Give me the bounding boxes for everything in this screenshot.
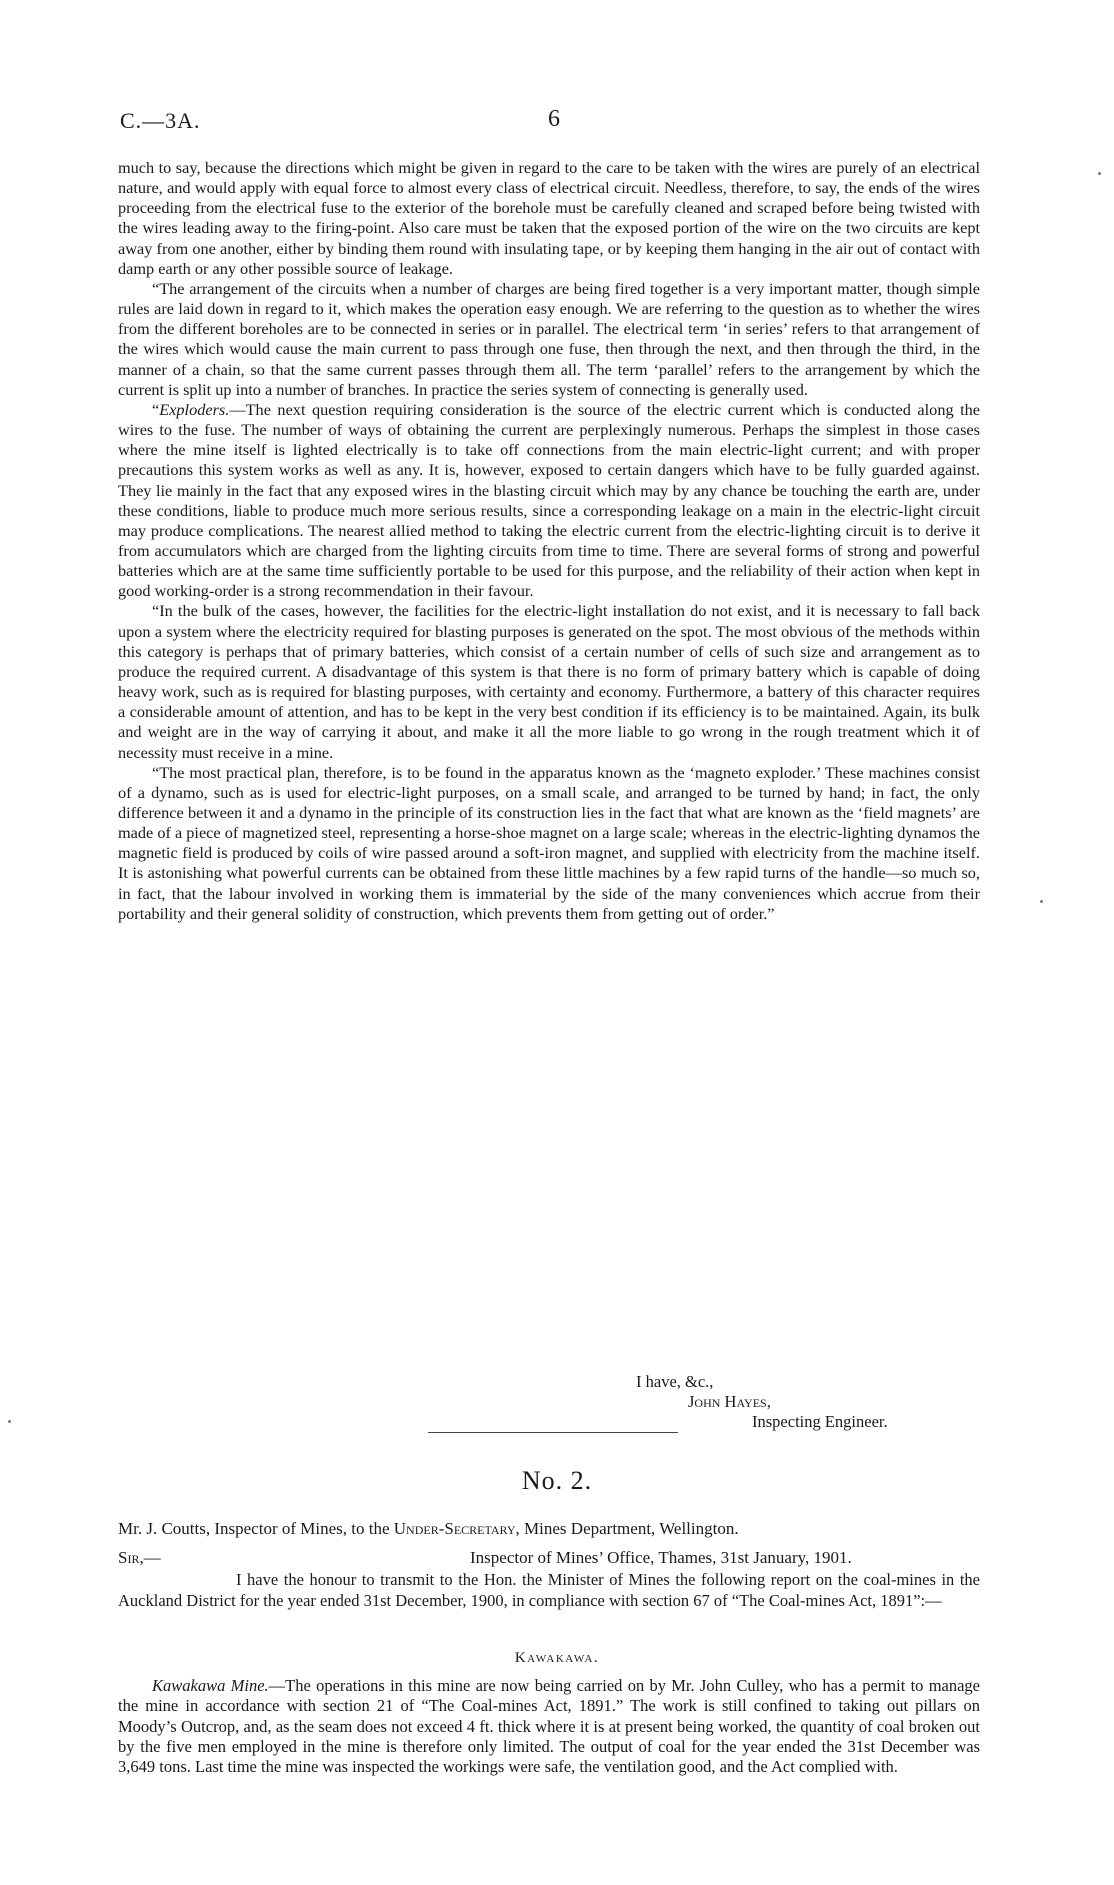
signer-name: John Hayes, [688, 1392, 771, 1411]
scan-speck [8, 1420, 11, 1423]
section-heading-kawakawa: Kawakawa. [514, 1650, 600, 1666]
salutation: Sir,— [118, 1548, 161, 1567]
paragraph-3-open-quote: “ [152, 399, 160, 419]
paragraph-1: much to say, because the directions which might be given in regard to the care to be taken with the wires are purely of an electrical nature, and would apply with equal force to almost every class of electrical circuit. Needless, therefore, to say, the ends of the wires proceeding from the electrical fuse to the exterior of the borehole must be carefully cleaned and scraped before being twisted with the wires leading away to the firing-point. Also care must be taken that the exposed portion of the wire on the two circuits are kept away from one another, either by binding them round with insulating tape, or by keeping them hanging in the air out of contact with damp earth or any other possible source of leakage. [118, 158, 980, 278]
paragraph-3-text: —The next question requiring consideration is the source of the electric current which is conducted along the wires to the fuse. The number of ways of obtaining the current are perplexingly numerous. Perhaps the simplest in those cases where the mine itself is lighted electrically is to take off connections from the main electric-light current; and with proper precautions this system works as well as any. It is, however, exposed to certain dangers which have to be fully guarded against. They lie mainly in the fact that any exposed wires in the blasting circuit which may by any chance be touching the earth are, under these conditions, liable to produce much more serious results, since a corresponding leakage on a main in the electric-light circuit may produce complications. The nearest allied method to taking the electric current from the electric-lighting circuit is to derive it from accumulators which are charged from the lighting circuits from time to time. There are several forms of strong and powerful batteries which are at the same time sufficiently portable to be used for this purpose, and the reliability of their action when kept in good working-order is a strong recommendation in their favour. [118, 399, 980, 601]
scan-speck [1098, 172, 1101, 175]
office-date-line: Inspector of Mines’ Office, Thames, 31st January, 1901. [470, 1548, 852, 1567]
paragraph-3 [118, 400, 980, 602]
kawakawa-mine-heading: Kawakawa Mine. [152, 1676, 269, 1695]
letter-2-address [118, 1518, 980, 1540]
transmit-paragraph: I have the honour to transmit to the Hon. the Minister of Mines the following report on the coal-mines in the Auckland District for the year ended 31st December, 1900, in compliance with section 67 of “The Coal-mines Act, 1891”:— [118, 1570, 980, 1610]
address-to: Under-Secretary [393, 1519, 516, 1538]
kawakawa-section [118, 1676, 980, 1777]
signer-title: Inspecting Engineer. [752, 1412, 888, 1431]
page-number: 6 [548, 106, 560, 132]
letter-2-intro [118, 1570, 980, 1611]
section-divider [428, 1432, 678, 1433]
exploders-heading: Exploders. [159, 399, 230, 419]
paragraph-5: “The most practical plan, therefore, is to be found in the apparatus known as the ‘magneto exploder.’ These machines consist of a dynamo, such as is used for electric-light purposes, on a small scale, and arranged to be turned by hand; in fact, the only difference between it and a dynamo in the principle of its construction lies in the fact that what are known as the ‘field magnets’ are made of a piece of magnetized steel, representing a horse-shoe magnet on a large scale; whereas in the electric-lighting dynamos the magnetic field is produced by coils of wire passed around a soft-iron magnet, and supplied with electricity from the machine itself. It is astonishing what powerful currents can be obtained from these little machines by a few rapid turns of the handle—so much so, in fact, that the labour involved in working them is immaterial by the side of the many conveniences which accrue from their portability and their general solidity of construction, which prevents them from getting out of order.” [118, 762, 980, 923]
page-header [120, 108, 1020, 138]
kawakawa-paragraph [118, 1676, 980, 1777]
letter-1-body [118, 158, 980, 924]
address-from: Mr. J. Coutts, Inspector of Mines, to the [118, 1519, 394, 1538]
kawakawa-text: —The operations in this mine are now being carried on by Mr. John Culley, who has a permit to manage the mine in accordance with section 21 of “The Coal-mines Act, 1891.” The work is still confined to taking out pillars on Moody’s Outcrop, and, as the seam does not exceed 4 ft. thick where it is at present being worked, the quantity of coal broken out by the five men employed in the mine is therefore only limited. The output of coal for the year ended the 31st December was 3,649 tons. Last time the mine was inspected the workings were safe, the ventilation good, and the Act complied with. [118, 1676, 981, 1777]
address-rest: , Mines Department, Wellington. [515, 1519, 739, 1538]
letter-2-number: No. 2. [521, 1466, 593, 1495]
paragraph-4: “In the bulk of the cases, however, the facilities for the electric-light installation do not exist, and it is necessary to fall back upon a system where the electricity required for blasting purposes is generated on the spot. The most obvious of the methods within this category is perhaps that of primary batteries, which consist of a certain number of cells of such size and arrangement as to produce the required current. A disadvantage of this system is that there is no form of primary battery which is capable of doing heavy work, such as is required for blasting purposes, with certainty and economy. Furthermore, a battery of this character requires a considerable amount of attention, and has to be kept in the very best condition if its efficiency is to be maintained. Again, its bulk and weight are in the way of carrying it about, and make it all the more liable to go wrong in the rough treatment which it of necessity must receive in a mine. [118, 601, 980, 762]
scan-speck [1040, 900, 1043, 903]
document-code: C.—3A. [120, 108, 201, 133]
paragraph-2: “The arrangement of the circuits when a number of charges are being fired together is a very important matter, though simple rules are laid down in regard to it, which makes the operation easy enough. We are referring to the question as to whether the wires from the different boreholes are to be connected in series or in parallel. The electrical term ‘in series’ refers to that arrangement of the wires which would cause the main current to pass through one fuse, then through the next, and then through the third, in the manner of a chain, so that the same current passes through them all. The term ‘parallel’ refers to the arrangement by which the current is split up into a number of branches. In practice the series system of connecting is generally used. [118, 278, 980, 399]
closing-line: I have, &c., [636, 1372, 714, 1391]
